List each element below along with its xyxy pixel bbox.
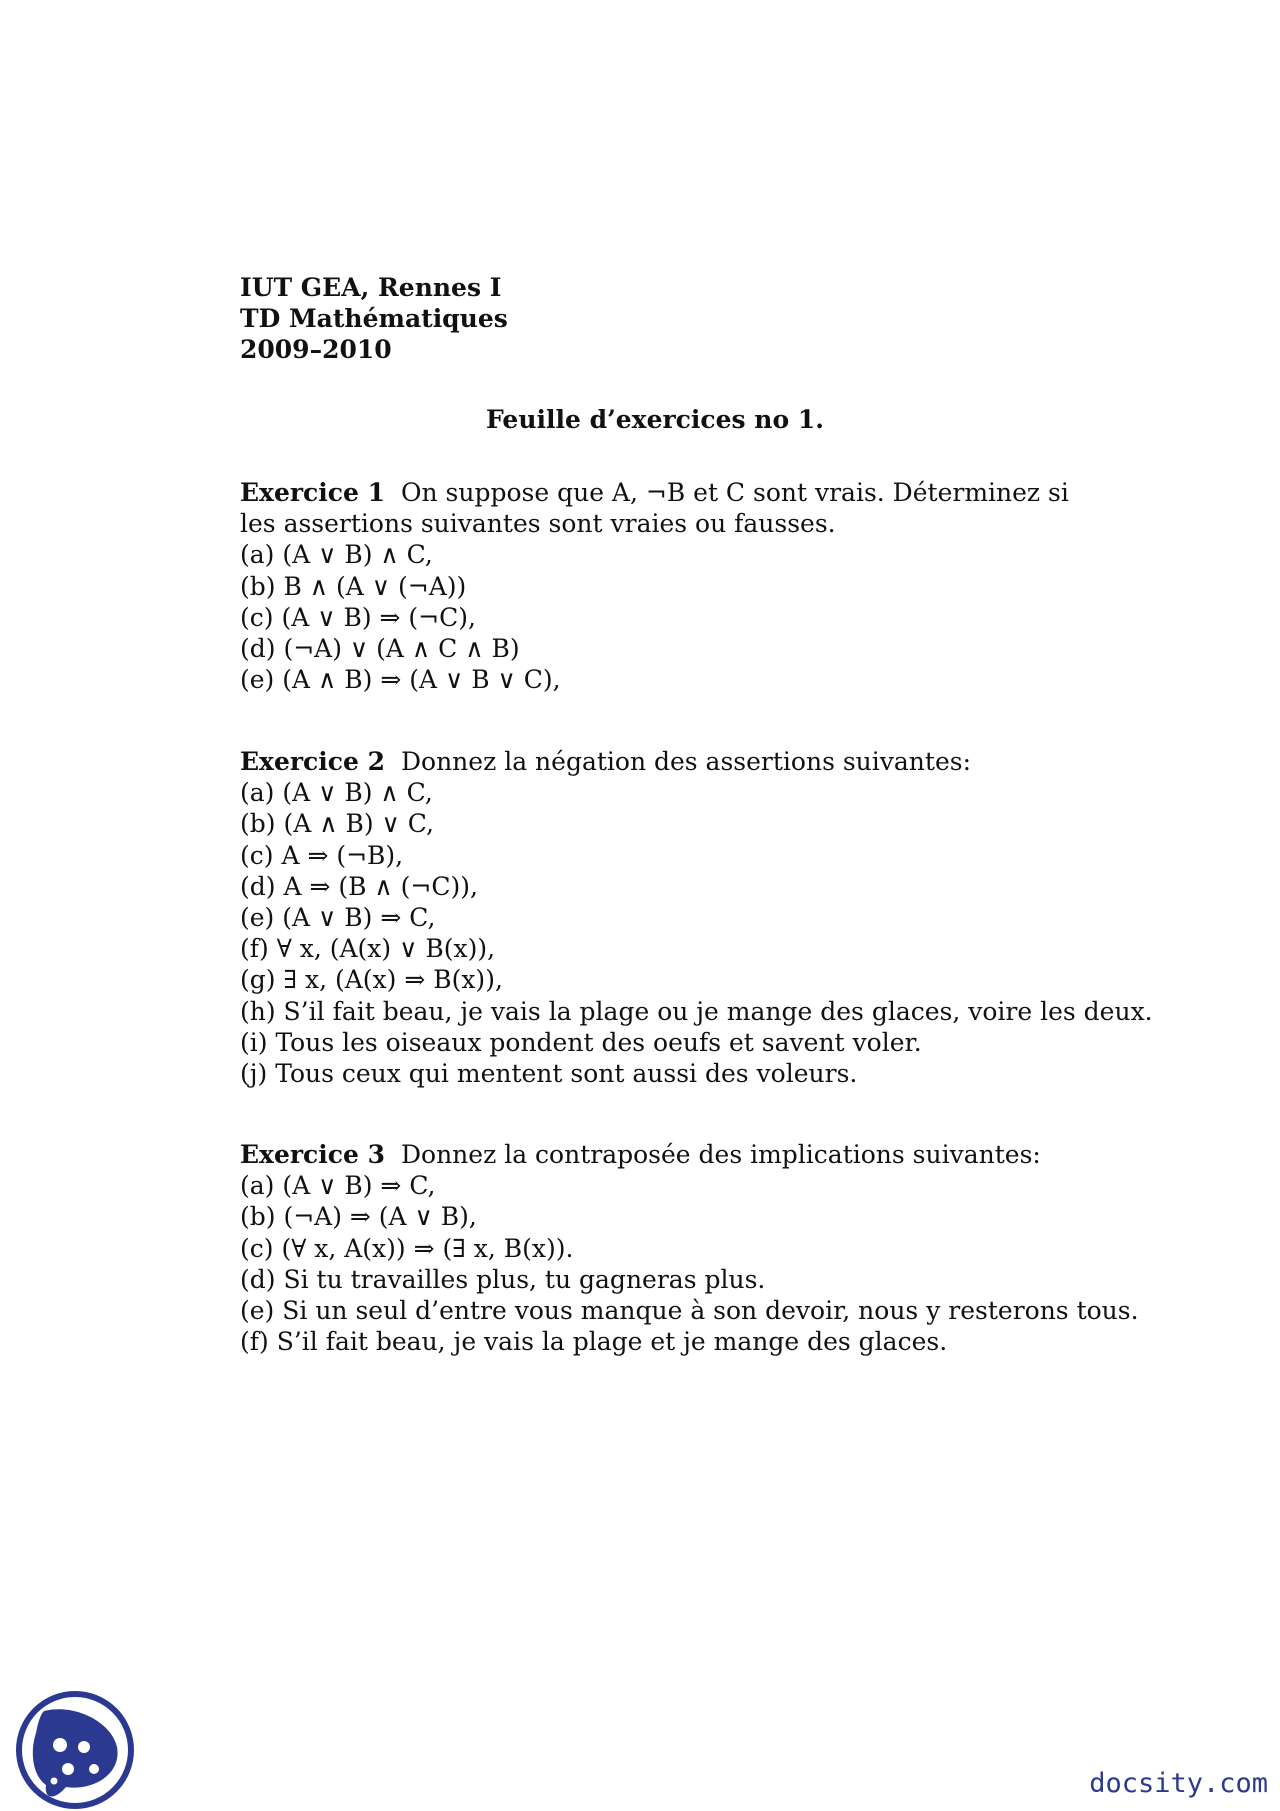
exercise-item: (c) A ⇒ (¬B), — [240, 840, 404, 870]
exercise-text: On suppose que A, ¬B et C sont vrais. Déterminez si les assertions suivantes sont vraies ou fausses. — [240, 478, 1069, 539]
exercise-item: (i) Tous les oiseaux pondent des oeufs et savent voler. — [240, 1027, 922, 1057]
exercise-item: (c) (∀ x, A(x)) ⇒ (∃ x, B(x)). — [240, 1233, 574, 1263]
exercise-3 — [240, 1139, 1139, 1357]
exercise-item: (a) (A ∨ B) ⇒ C, — [240, 1171, 436, 1201]
course-name: TD Mathématiques — [240, 304, 508, 333]
sheet-title: Feuille d’exercices no 1. — [486, 405, 824, 434]
exercise-item: (g) ∃ x, (A(x) ⇒ B(x)), — [240, 965, 503, 995]
exercise-item: (f) S’il fait beau, je vais la plage et je mange des glaces. — [240, 1327, 948, 1357]
exercise-intro — [240, 477, 1080, 539]
exercise-text: Donnez la négation des assertions suivantes: — [400, 747, 971, 776]
exercise-item: (b) (A ∧ B) ∨ C, — [240, 809, 434, 839]
exercise-item: (e) Si un seul d’entre vous manque à son devoir, nous y resterons tous. — [240, 1296, 1139, 1326]
exercise-item: (c) (A ∨ B) ⇒ (¬C), — [240, 602, 476, 632]
sheet-title-row — [0, 405, 1280, 434]
exercise-intro — [240, 746, 1080, 777]
academic-year: 2009–2010 — [240, 335, 392, 364]
exercise-item: (a) (A ∨ B) ∧ C, — [240, 778, 433, 808]
exercise-item: (d) (¬A) ∨ (A ∧ C ∧ B) — [240, 634, 520, 664]
exercise-2 — [240, 746, 1153, 1089]
exercise-label: Exercice 2 — [240, 747, 385, 776]
exercise-item: (b) B ∧ (A ∨ (¬A)) — [240, 571, 467, 601]
exercise-text: Donnez la contraposée des implications suivantes: — [400, 1140, 1041, 1169]
exercise-item: (e) (A ∨ B) ⇒ C, — [240, 903, 436, 933]
exercise-item: (a) (A ∨ B) ∧ C, — [240, 540, 433, 570]
course-header — [240, 272, 508, 365]
exercise-intro — [240, 1139, 1080, 1170]
exercise-item: (j) Tous ceux qui mentent sont aussi des voleurs. — [240, 1059, 858, 1089]
exercise-item: (d) Si tu travailles plus, tu gagneras plus. — [240, 1264, 766, 1294]
exercise-item: (h) S’il fait beau, je vais la plage ou je mange des glaces, voire les deux. — [240, 996, 1153, 1026]
exercise-item: (d) A ⇒ (B ∧ (¬C)), — [240, 871, 478, 901]
exercise-item: (f) ∀ x, (A(x) ∨ B(x)), — [240, 934, 496, 964]
exercise-label: Exercice 1 — [240, 478, 385, 507]
docsity-logo-icon[interactable] — [14, 1689, 136, 1811]
docsity-brand[interactable]: docsity.com — [1089, 1768, 1268, 1799]
exercise-item: (e) (A ∧ B) ⇒ (A ∨ B ∨ C), — [240, 665, 561, 695]
exercise-1 — [240, 477, 1080, 695]
institution: IUT GEA, Rennes I — [240, 273, 502, 302]
exercise-item: (b) (¬A) ⇒ (A ∨ B), — [240, 1202, 477, 1232]
exercise-label: Exercice 3 — [240, 1140, 385, 1169]
